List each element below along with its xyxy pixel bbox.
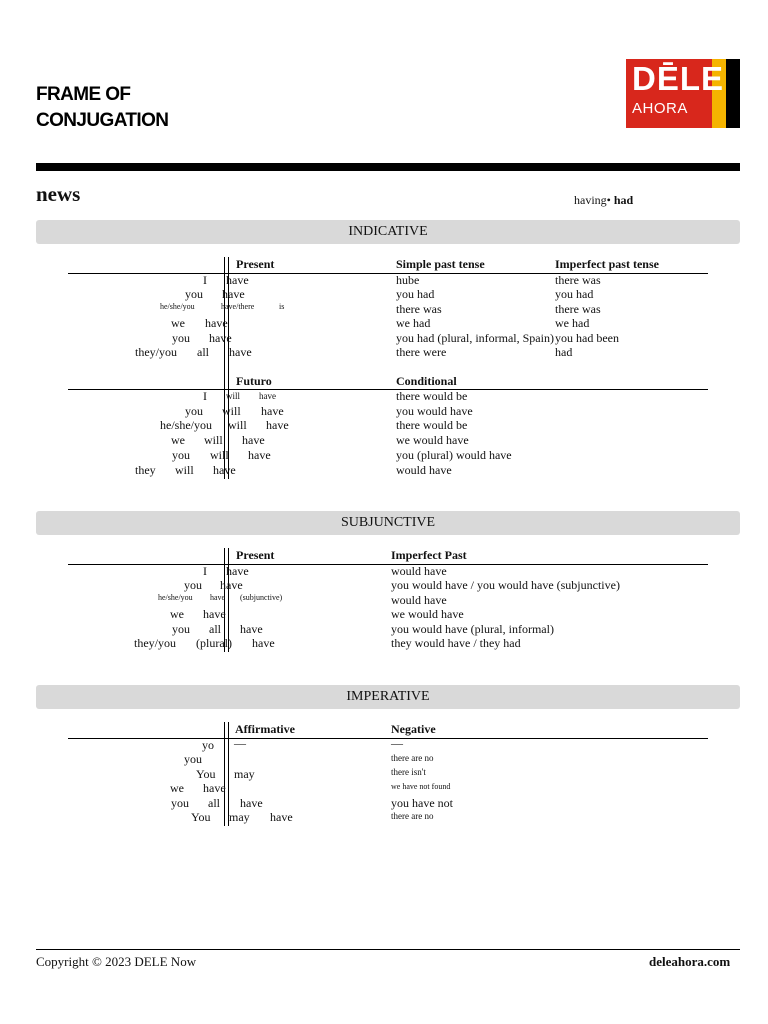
table-cell: have: [213, 463, 236, 477]
table-cell: have: [226, 273, 249, 287]
table-cell: there was: [555, 273, 601, 287]
table-cell: have: [203, 607, 226, 621]
table-cell: there are no: [391, 811, 434, 821]
table-cell: you would have (plural, informal): [391, 622, 554, 636]
simple-past-header: Simple past tense: [396, 257, 485, 271]
imperative-band: IMPERATIVE: [36, 685, 740, 709]
table-cell: you: [172, 622, 190, 636]
table-cell: —: [391, 736, 403, 750]
table-cell: will: [204, 433, 223, 447]
table-cell: is: [279, 302, 285, 311]
table-cell: have: [205, 316, 228, 330]
table-cell: will: [226, 391, 241, 401]
table-cell: have: [261, 404, 284, 418]
table-cell: I: [203, 389, 207, 403]
table-cell: there was: [396, 302, 442, 316]
indicative-band: INDICATIVE: [36, 220, 740, 244]
title-line-1: FRAME OF: [36, 84, 131, 105]
verb-infinitive: news: [36, 182, 81, 206]
table-cell: you (plural) would have: [396, 448, 512, 462]
table-cell: they/you: [134, 636, 176, 650]
table-cell: hube: [396, 273, 420, 287]
table-cell: have: [270, 810, 293, 824]
table-cell: You: [196, 767, 216, 781]
table-cell: you had (plural, informal, Spain): [396, 331, 554, 345]
table-cell: there would be: [396, 418, 468, 432]
table-rule: [68, 273, 708, 274]
participle: had: [613, 193, 634, 207]
table-cell: there was: [555, 302, 601, 316]
table-rule: [68, 738, 708, 739]
table-cell: you would have: [396, 404, 473, 418]
table-cell: have/there: [221, 302, 255, 311]
table-cell: we: [170, 781, 184, 795]
table-cell: all: [197, 345, 209, 359]
table-cell: you: [172, 448, 190, 462]
imperfect-header: Imperfect Past: [391, 548, 467, 562]
negative-header: Negative: [391, 722, 436, 736]
table-cell: may: [234, 767, 255, 781]
table-cell: we: [171, 433, 185, 447]
table-cell: there are no: [391, 753, 434, 763]
table-cell: you: [185, 287, 203, 301]
table-cell: he/she/you: [160, 418, 212, 432]
table-cell: have: [252, 636, 275, 650]
present-header: Present: [236, 257, 275, 271]
table-cell: you: [184, 752, 202, 766]
table-cell: they/you: [135, 345, 177, 359]
table-cell: you would have / you would have (subjunctive): [391, 578, 620, 592]
table-cell: will: [175, 463, 194, 477]
table-cell: he/she/you: [158, 593, 193, 602]
table-cell: I: [203, 564, 207, 578]
table-cell: have: [259, 391, 276, 401]
table-cell: yo: [202, 738, 214, 752]
table-cell: would have: [396, 463, 452, 477]
table-cell: all: [209, 622, 221, 636]
table-cell: have: [222, 287, 245, 301]
document-title: [36, 82, 168, 134]
table-cell: have: [266, 418, 289, 432]
table-cell: have: [240, 622, 263, 636]
table-cell: have: [242, 433, 265, 447]
table-cell: you have not: [391, 796, 453, 810]
title-line-2: CONJUGATION: [36, 110, 169, 131]
logo-dele-text: DĒLE: [632, 60, 725, 97]
affirmative-header: Affirmative: [235, 722, 295, 736]
table-cell: have: [210, 593, 226, 602]
site-link[interactable]: deleahora.com: [649, 954, 731, 969]
table-cell: would have: [391, 593, 447, 607]
table-cell: You: [191, 810, 211, 824]
table-cell: you: [171, 796, 189, 810]
table-cell: we would have: [396, 433, 469, 447]
subjunctive-band: SUBJUNCTIVE: [36, 511, 740, 535]
table-cell: we had: [555, 316, 590, 330]
table-cell: you had: [396, 287, 435, 301]
table-cell: may: [229, 810, 250, 824]
copyright-text: Copyright © 2023 DELE Now: [36, 954, 197, 969]
table-rule: [68, 564, 708, 565]
table-cell: have: [203, 781, 226, 795]
table-cell: they would have / they had: [391, 636, 521, 650]
conditional-header: Conditional: [396, 374, 457, 388]
dele-ahora-logo: [626, 59, 740, 128]
present-header: Present: [236, 548, 275, 562]
table-cell: have: [248, 448, 271, 462]
table-cell: have: [229, 345, 252, 359]
footer-divider: [36, 949, 740, 950]
table-cell: we had: [396, 316, 431, 330]
table-cell: we have not found: [391, 782, 451, 791]
table-cell: we would have: [391, 607, 464, 621]
imperfect-header: Imperfect past tense: [555, 257, 659, 271]
table-cell: you had been: [555, 331, 619, 345]
table-cell: would have: [391, 564, 447, 578]
verb-forms: [574, 193, 633, 208]
table-cell: have: [226, 564, 249, 578]
table-cell: we: [170, 607, 184, 621]
table-rule: [68, 389, 708, 390]
future-header: Futuro: [236, 374, 272, 388]
table-cell: there would be: [396, 389, 468, 403]
table-cell: you: [172, 331, 190, 345]
logo-ahora-text: AHORA: [632, 100, 688, 117]
table-cell: I: [203, 273, 207, 287]
table-cell: will: [210, 448, 229, 462]
table-cell: have: [220, 578, 243, 592]
table-cell: will: [222, 404, 241, 418]
gerund-label: having•: [574, 193, 611, 207]
table-cell: we: [171, 316, 185, 330]
table-cell: you: [185, 404, 203, 418]
table-cell: —: [234, 736, 246, 750]
table-cell: there were: [396, 345, 447, 359]
table-cell: have: [240, 796, 263, 810]
table-cell: they: [135, 463, 156, 477]
table-cell: will: [228, 418, 247, 432]
header-divider: [36, 163, 740, 171]
table-cell: have: [209, 331, 232, 345]
table-cell: there isn't: [391, 767, 426, 777]
table-cell: all: [208, 796, 220, 810]
table-cell: he/she/you: [160, 302, 195, 311]
table-cell: had: [555, 345, 573, 359]
table-cell: (subjunctive): [240, 593, 283, 602]
table-cell: you: [184, 578, 202, 592]
table-cell: you had: [555, 287, 594, 301]
table-cell: (plural): [196, 636, 232, 650]
